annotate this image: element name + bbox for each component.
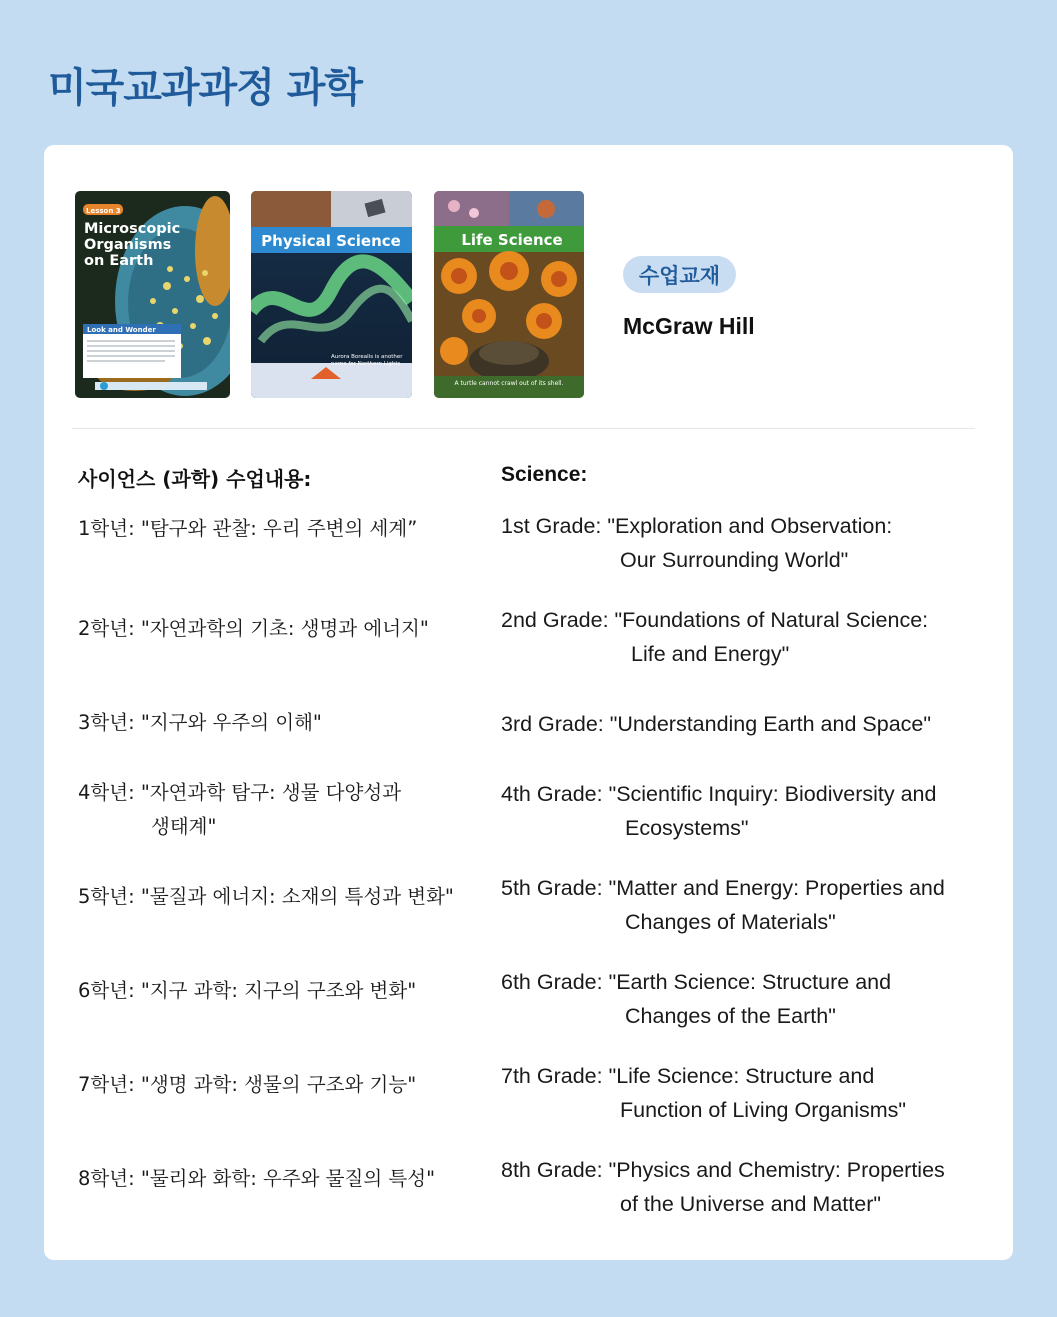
book2-caption-line: Aurora Borealis is another — [331, 354, 403, 360]
english-grade-text: 7th Grade: "Life Science: Structure and — [501, 1064, 875, 1088]
english-grade-text: 3rd Grade: "Understanding Earth and Space" — [501, 712, 931, 736]
english-grade-6 — [501, 965, 891, 1033]
book1-title-line: on Earth — [84, 253, 154, 269]
korean-grade-5 — [78, 880, 454, 914]
english-grade-text-continued: Function of Living Organisms" — [620, 1098, 907, 1122]
korean-grade-text: 2학년: "자연과학의 기초: 생명과 에너지" — [78, 617, 429, 640]
english-grade-text-continued: Changes of the Earth" — [625, 1004, 836, 1028]
korean-grade-text: 8학년: "물리와 화학: 우주와 물질의 특성" — [78, 1167, 436, 1190]
english-grade-4 — [501, 777, 936, 845]
english-grade-8 — [501, 1153, 945, 1221]
korean-grade-3 — [78, 706, 322, 740]
content-card — [44, 145, 1013, 1260]
english-grade-text-continued: Life and Energy" — [631, 642, 790, 666]
english-grade-text-continued: of the Universe and Matter" — [620, 1192, 881, 1216]
english-grade-2 — [501, 603, 928, 671]
english-grade-3 — [501, 707, 931, 741]
korean-grade-text: 6학년: "지구 과학: 지구의 구조와 변화" — [78, 979, 417, 1002]
book2-caption-line: name for Northern Lights. — [331, 361, 403, 367]
korean-grade-2 — [78, 612, 429, 646]
korean-grade-7 — [78, 1068, 416, 1102]
korean-grade-1 — [78, 512, 417, 546]
english-grade-text: 4th Grade: "Scientific Inquiry: Biodiversity and — [501, 782, 937, 806]
page-title: 미국교과과정 과학 — [48, 65, 363, 111]
book-cover-life-science — [434, 191, 584, 398]
korean-grade-text: 1학년: "탐구와 관찰: 우리 주변의 세계” — [78, 517, 418, 540]
book1-title-line: Organisms — [84, 237, 172, 253]
english-grade-text-continued: Ecosystems" — [625, 816, 749, 840]
english-grade-text-continued: Our Surrounding World" — [620, 548, 849, 572]
english-grade-1 — [501, 509, 892, 577]
korean-grade-text: 7학년: "생명 과학: 생물의 구조와 기능" — [78, 1073, 417, 1096]
english-grade-text: 6th Grade: "Earth Science: Structure and — [501, 970, 892, 994]
english-grade-text: 8th Grade: "Physics and Chemistry: Properties — [501, 1158, 945, 1182]
korean-grade-text-continued: 생태계" — [151, 815, 217, 838]
book1-lesson-label: Lesson 3 — [86, 207, 121, 215]
book-cover-physical-science — [251, 191, 412, 398]
publisher-name: McGraw Hill — [623, 313, 755, 339]
korean-grade-6 — [78, 974, 416, 1008]
korean-grade-text: 4학년: "자연과학 탐구: 생물 다양성과 — [78, 781, 402, 804]
book3-caption: A turtle cannot crawl out of its shell. — [454, 380, 564, 387]
english-curriculum-heading: Science: — [501, 463, 588, 486]
korean-curriculum-heading: 사이언스 (과학) 수업내용: — [78, 467, 312, 491]
korean-grade-4 — [78, 776, 401, 844]
english-grade-5 — [501, 871, 945, 939]
book-cover-microscopic-organisms — [75, 191, 230, 398]
book1-section-label: Look and Wonder — [87, 326, 156, 334]
english-grade-7 — [501, 1059, 906, 1127]
korean-grade-text: 5학년: "물질과 에너지: 소재의 특성과 변화" — [78, 885, 454, 908]
english-grade-text: 5th Grade: "Matter and Energy: Properties and — [501, 876, 945, 900]
english-grade-text: 2nd Grade: "Foundations of Natural Science: — [501, 608, 929, 632]
divider — [72, 428, 975, 429]
textbook-badge: 수업교재 — [623, 256, 736, 293]
english-grade-text: 1st Grade: "Exploration and Observation: — [501, 514, 893, 538]
book3-title: Life Science — [461, 231, 563, 249]
english-grade-text-continued: Changes of Materials" — [625, 910, 836, 934]
book2-title: Physical Science — [261, 232, 401, 250]
korean-grade-8 — [78, 1162, 435, 1196]
korean-grade-text: 3학년: "지구와 우주의 이해" — [78, 711, 322, 734]
book1-title-line: Microscopic — [84, 221, 181, 237]
